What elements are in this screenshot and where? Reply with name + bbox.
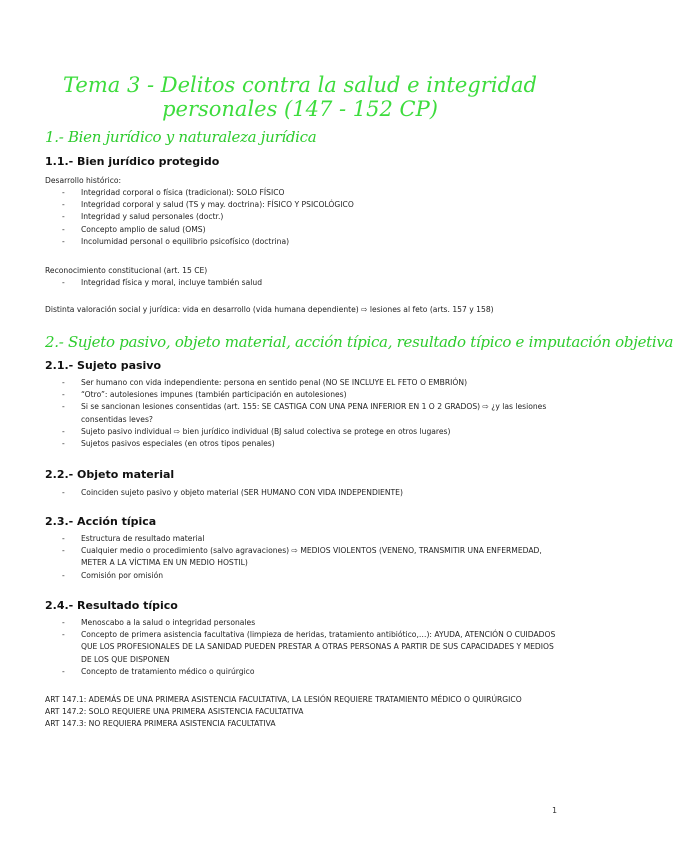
social-legal-valuation: Distinta valoración social y jurídica: vida en desarrollo (vida humana dependiente) ⇨ lesiones al feto (arts. 157 y 158) — [45, 305, 494, 314]
list-item: - Ser humano con vida independiente: persona en sentido penal (NO SE INCLUYE EL FETO O EMBRIÓN) — [45, 377, 560, 389]
list-item: - Estructura de resultado material — [45, 533, 560, 545]
title-line-1: Tema 3 - Delitos contra la salud e integridad — [63, 73, 537, 97]
historical-list — [45, 187, 560, 248]
historical-intro: Desarrollo histórico: — [45, 176, 122, 185]
list-item: - Si se sancionan lesiones consentidas (art. 155: SE CASTIGA CON UNA PENA INFERIOR EN 1 O 2 GRADOS) ⇨ ¿y las lesiones consentidas leves? — [45, 401, 560, 425]
section-2-heading: 2.- Sujeto pasivo, objeto material, acción típica, resultado típico e imputación objetiva — [45, 333, 673, 351]
action-list — [45, 533, 560, 582]
subsection-2-3-heading: 2.3.- Acción típica — [45, 515, 157, 528]
result-list — [45, 617, 560, 678]
list-item: - Comisión por omisión — [45, 570, 560, 582]
subject-list — [45, 377, 560, 450]
list-item: - Integridad corporal y salud (TS y may. doctrina): FÍSICO Y PSICOLÓGICO — [45, 199, 560, 211]
article-147-2: ART 147.2: SOLO REQUIERE UNA PRIMERA ASISTENCIA FACULTATIVA — [45, 707, 304, 716]
subsection-2-2-heading: 2.2.- Objeto material — [45, 468, 175, 481]
list-item: - “Otro”: autolesiones impunes (también participación en autolesiones) — [45, 389, 560, 401]
list-item: - Cualquier medio o procedimiento (salvo agravaciones) ⇨ MEDIOS VIOLENTOS (VENENO, TRANSMITIR UNA ENFERMEDAD, METER A LA VÍCTIMA EN UN MEDIO HOSTIL) — [45, 545, 560, 569]
section-1-heading: 1.- Bien jurídico y naturaleza jurídica — [45, 128, 317, 146]
articles-block — [45, 694, 560, 730]
page-title — [40, 73, 560, 121]
list-item: - Sujeto pasivo individual ⇨ bien jurídico individual (BJ salud colectiva se protege en otros lugares) — [45, 426, 560, 438]
article-147-3: ART 147.3: NO REQUIERA PRIMERA ASISTENCIA FACULTATIVA — [45, 719, 276, 728]
list-item: - Integridad corporal o física (tradicional): SOLO FÍSICO — [45, 187, 560, 199]
title-line-2: personales (147 - 152 CP) — [162, 97, 438, 121]
list-item: - Concepto amplio de salud (OMS) — [45, 224, 560, 236]
constitutional-recognition: Reconocimiento constitucional (art. 15 CE) — [45, 266, 208, 275]
list-item: - Menoscabo a la salud o integridad personales — [45, 617, 560, 629]
list-item: - Concepto de primera asistencia facultativa (limpieza de heridas, tratamiento antibiótico,…): AYUDA, ATENCIÓN O CUIDADOS QUE LOS PROFESIONALES DE LA SANIDAD PUEDEN PRESTAR A OTRAS PERSONAS A PARTIR DE SUS CAPACIDADES Y MEDIOS DE LOS QUE DISPONEN — [45, 629, 560, 666]
list-item: - Integridad física y moral, incluye también salud — [45, 277, 560, 289]
article-147-1: ART 147.1: ADEMÁS DE UNA PRIMERA ASISTENCIA FACULTATIVA, LA LESIÓN REQUIERE TRATAMIENTO MÉDICO O QUIRÚRGICO — [45, 695, 522, 704]
subsection-1-1-heading: 1.1.- Bien jurídico protegido — [45, 155, 220, 168]
list-item: - Coinciden sujeto pasivo y objeto material (SER HUMANO CON VIDA INDEPENDIENTE) — [45, 487, 560, 499]
page-number: 1 — [552, 806, 558, 815]
list-item: - Concepto de tratamiento médico o quirúrgico — [45, 666, 560, 678]
list-item: - Sujetos pasivos especiales (en otros tipos penales) — [45, 438, 560, 450]
list-item: - Incolumidad personal o equilibrio psicofísico (doctrina) — [45, 236, 560, 248]
subsection-2-1-heading: 2.1.- Sujeto pasivo — [45, 359, 162, 372]
constitutional-list — [45, 277, 560, 289]
subsection-2-4-heading: 2.4.- Resultado típico — [45, 599, 178, 612]
object-list — [45, 487, 560, 499]
list-item: - Integridad y salud personales (doctr.) — [45, 211, 560, 223]
